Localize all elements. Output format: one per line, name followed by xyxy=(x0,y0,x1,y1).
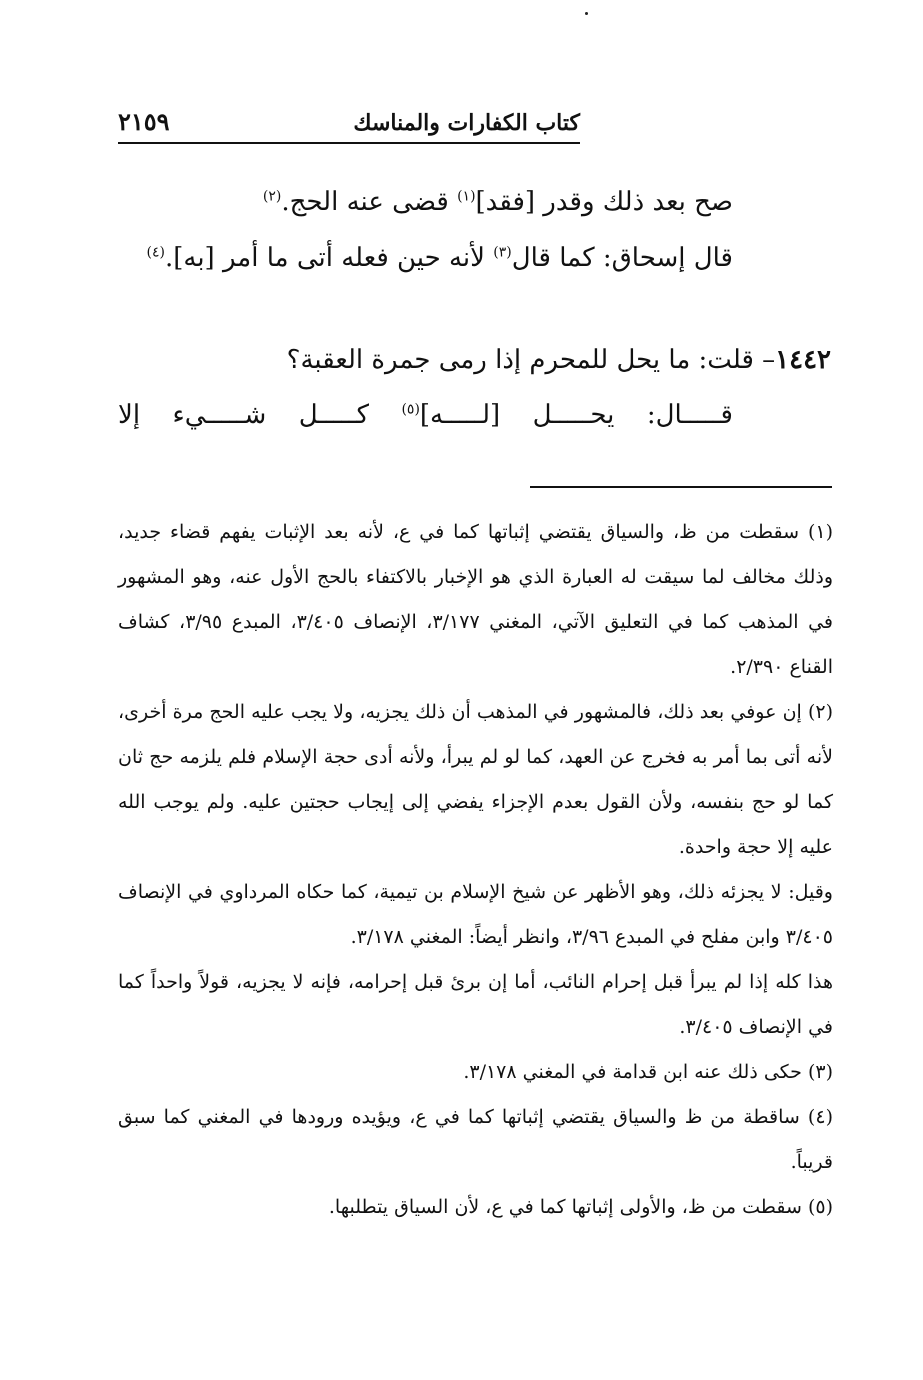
footnote-4: (٤) ساقطة من ظ والسياق يقتضي إثباتها كما في ع، ويؤيده ورودها في المغني كما سبق قريباً. xyxy=(118,1106,833,1173)
answer-text-b: كـــــل شـــــيء إلا xyxy=(118,400,402,430)
question-heading xyxy=(118,330,831,390)
footnote-2-continued-a: وقيل: لا يجزئه ذلك، وهو الأظهر عن شيخ الإسلام بن تيمية، كما حكاه المرداوي في الإنصاف ٣/٤٠٥ وابن مفلح في المبدع ٣/٩٦، وانظر أيضاً: المغني ٣/١٧٨. xyxy=(118,881,833,948)
page-number: ٢١٥٩ xyxy=(118,107,170,136)
main-line-1-tail: قضى عنه الحج. xyxy=(281,187,458,217)
main-line-2-text: قال إسحاق: كما قال xyxy=(511,243,733,273)
question-text: – قلت: ما يحل للمحرم إذا رمى جمرة العقبة؟ xyxy=(286,345,776,375)
main-line-2 xyxy=(118,230,733,286)
page-header xyxy=(118,96,580,144)
footnote-ref-4[interactable]: (٤) xyxy=(146,244,165,261)
footnote-divider xyxy=(530,486,832,488)
question-number: ١٤٤٢ xyxy=(775,345,831,375)
footnote-1: (١) سقطت من ظ، والسياق يقتضي إثباتها كما في ع، لأنه بعد الإثبات يفهم قضاء جديد، وذلك مخالف لما سيقت له العبارة الذي هو الإخبار بالاكتفاء بالحج الأول عنه، وهو المشهور في المذهب كما في التعليق الآتي، المغني ٣/١٧٧، الإنصاف ٣/٤٠٥، المبدع ٣/٩٥، كشاف القناع ٢/٣٩٠. xyxy=(118,521,834,678)
answer-line xyxy=(118,395,733,435)
footnote-2-continued-b: هذا كله إذا لم يبرأ قبل إحرام النائب، أما إن برئ قبل إحرامه، فإنه لا يجزيه، قولاً واحداً كما في الإنصاف ٣/٤٠٥. xyxy=(118,971,833,1038)
footnote-ref-3[interactable]: (٣) xyxy=(493,244,512,261)
footnote-ref-1[interactable]: (١) xyxy=(457,188,476,205)
main-line-2-tail: لأنه حين فعله أتى ما أمر [به]. xyxy=(164,243,494,273)
main-text xyxy=(118,174,733,286)
page-speck xyxy=(585,12,588,15)
book-title: كتاب الكفارات والمناسك xyxy=(353,110,580,136)
footnote-ref-2[interactable]: (٢) xyxy=(262,188,282,205)
footnote-2: (٢) إن عوفي بعد ذلك، فالمشهور في المذهب أن ذلك يجزيه، ولا يجب عليه الحج مرة أخرى، لأنه أتى بما أمر به فخرج عن العهد، كما لو لم يبرأ، ولأنه أدى حجة الإسلام فلم يلزمه حج ثان كما لو حج بنفسه، ولأن القول بعدم الإجزاء يفضي إلى إيجاب حجتين عليه. ولم يوجب الله عليه إلا حجة واحدة. xyxy=(118,701,833,858)
footnote-ref-5[interactable]: (٥) xyxy=(401,401,420,418)
answer-text-a: قـــــال: يحـــــل [لـــــه] xyxy=(419,400,733,430)
footnote-5: (٥) سقطت من ظ، والأولى إثباتها كما في ع، لأن السياق يتطلبها. xyxy=(328,1196,833,1218)
footnote-3: (٣) حكى ذلك عنه ابن قدامة في المغني ٣/١٧٨. xyxy=(463,1061,833,1083)
main-line-1 xyxy=(118,174,733,230)
footnotes xyxy=(118,510,833,1230)
main-line-1-text: صح بعد ذلك وقدر [فقد] xyxy=(475,187,733,217)
